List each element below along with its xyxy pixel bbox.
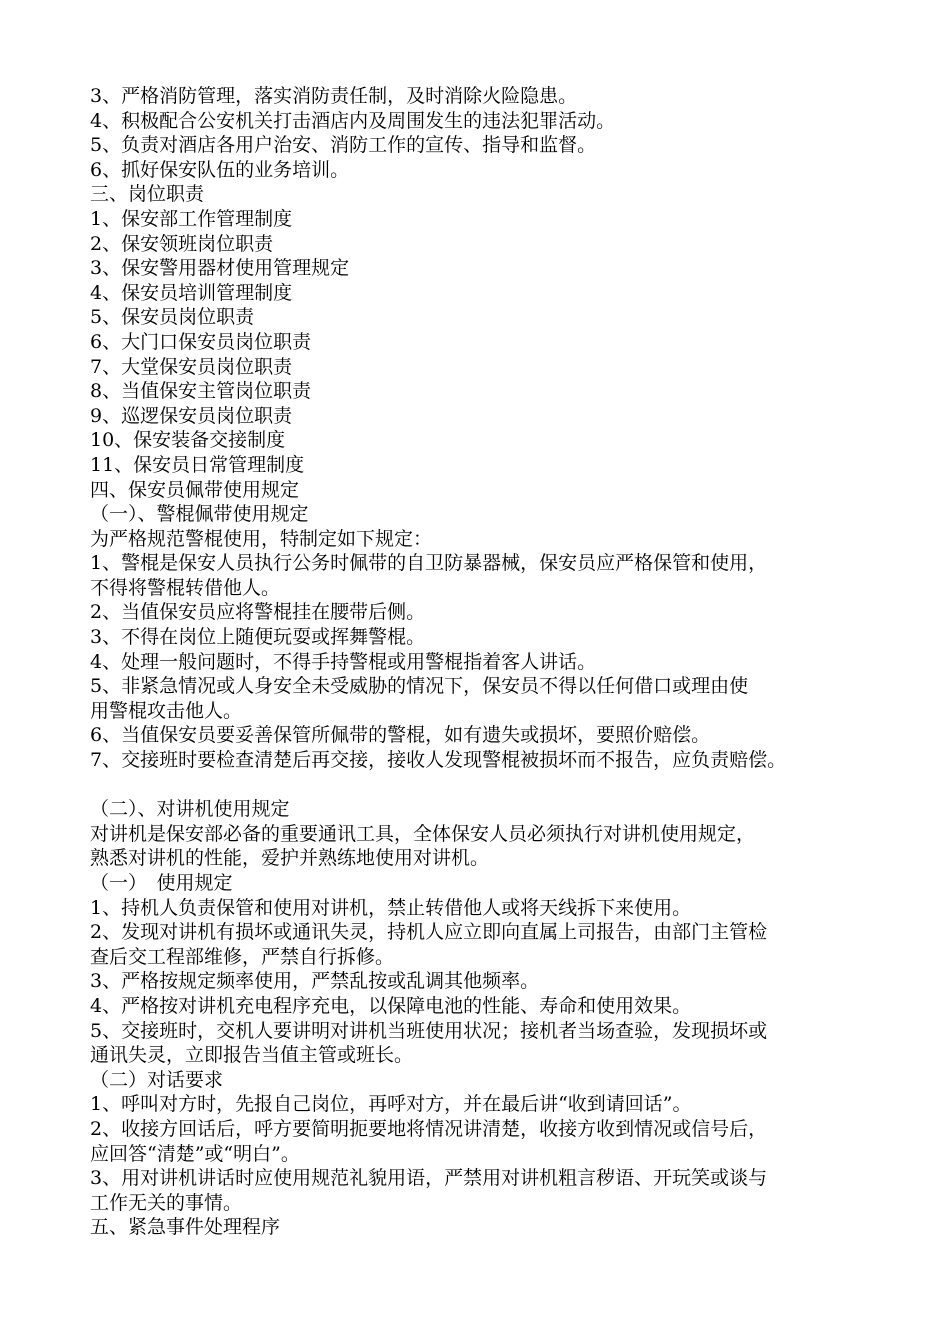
text-line: 为严格规范警棍使用，特制定如下规定：	[90, 527, 433, 550]
text-line: 11、保安员日常管理制度	[90, 453, 305, 476]
text-line: 3、不得在岗位上随便玩耍或挥舞警棍。	[90, 626, 426, 649]
text-line: 7、大堂保安员岗位职责	[90, 355, 293, 378]
text-line: 对讲机是保安部必备的重要通讯工具，全体保安人员必须执行对讲机使用规定，	[90, 822, 756, 845]
text-line: 1、警棍是保安人员执行公务时佩带的自卫防暴器械，保安员应严格保管和使用，	[90, 552, 768, 575]
text-line: 用警棍攻击他人。	[90, 699, 243, 722]
text-line: 1、呼叫对方时，先报自己岗位，再呼对方，并在最后讲“收到请回话”。	[90, 1093, 692, 1116]
text-line: 3、严格按规定频率使用，严禁乱按或乱调其他频率。	[90, 970, 540, 993]
text-line: 6、大门口保安员岗位职责	[90, 330, 312, 353]
text-line: 8、当值保安主管岗位职责	[90, 380, 312, 403]
text-line: 7、交接班时要检查清楚后再交接，接收人发现警棍被损坏而不报告，应负责赔偿。	[90, 749, 787, 772]
text-line: 1、持机人负责保管和使用对讲机，禁止转借他人或将天线拆下来使用。	[90, 896, 692, 919]
text-line: 3、保安警用器材使用管理规定	[90, 257, 350, 280]
text-line: 2、发现对讲机有损坏或通讯失灵，持机人应立即向直属上司报告，由部门主管检	[90, 921, 768, 944]
text-line: 1、保安部工作管理制度	[90, 207, 293, 230]
section-heading: 五、紧急事件处理程序	[90, 1216, 281, 1239]
text-line: 6、当值保安员要妥善保管所佩带的警棍，如有遗失或损坏，要照价赔偿。	[90, 724, 711, 747]
text-line: 4、处理一般问题时，不得手持警棍或用警棍指着客人讲话。	[90, 650, 597, 673]
text-line: 2、收接方回话后，呼方要简明扼要地将情况讲清楚，收接方收到情况或信号后，	[90, 1117, 768, 1140]
text-line: 9、巡逻保安员岗位职责	[90, 404, 293, 427]
text-line: 4、保安员培训管理制度	[90, 281, 293, 304]
text-line: 5、保安员岗位职责	[90, 306, 255, 329]
text-line: 查后交工程部维修，严禁自行拆修。	[90, 945, 395, 968]
text-line: 5、非紧急情况或人身安全未受威胁的情况下，保安员不得以任何借口或理由使	[90, 675, 749, 698]
document-page	[90, 84, 880, 1240]
text-line: 应回答“清楚”或“明白”。	[90, 1142, 300, 1165]
section-heading: 三、岗位职责	[90, 183, 205, 206]
subsection-heading: （一） 使用规定	[90, 872, 233, 894]
subsection-heading: （二）、对讲机使用规定	[90, 798, 290, 821]
text-line: 不得将警棍转借他人。	[90, 576, 281, 599]
subsection-heading: （二）对话要求	[90, 1068, 224, 1091]
text-line: 4、积极配合公安机关打击酒店内及周围发生的违法犯罪活动。	[90, 109, 616, 132]
section-heading: 四、保安员佩带使用规定	[90, 478, 300, 501]
text-line: 4、严格按对讲机充电程序充电，以保障电池的性能、寿命和使用效果。	[90, 994, 692, 1017]
text-line: 通讯失灵，立即报告当值主管或班长。	[90, 1044, 414, 1067]
text-line: 6、抓好保安队伍的业务培训。	[90, 158, 350, 181]
text-line: 10、保安装备交接制度	[90, 429, 286, 452]
text-line: 熟悉对讲机的性能，爱护并熟练地使用对讲机。	[90, 847, 490, 870]
text-line: 5、交接班时，交机人要讲明对讲机当班使用状况；接机者当场查验，发现损坏或	[90, 1019, 768, 1042]
text-line: 2、保安领班岗位职责	[90, 232, 274, 255]
text-line: 工作无关的事情。	[90, 1191, 243, 1214]
text-line: 2、当值保安员应将警棍挂在腰带后侧。	[90, 601, 426, 624]
blank-line	[90, 773, 880, 798]
subsection-heading: （一）、警棍佩带使用规定	[90, 503, 309, 526]
text-line: 3、严格消防管理，落实消防责任制，及时消除火险隐患。	[90, 85, 578, 107]
text-line: 3、用对讲机讲话时应使用规范礼貌用语，严禁用对讲机粗言秽语、开玩笑或谈与	[90, 1167, 768, 1190]
text-line: 5、负责对酒店各用户治安、消防工作的宣传、指导和监督。	[90, 134, 597, 157]
